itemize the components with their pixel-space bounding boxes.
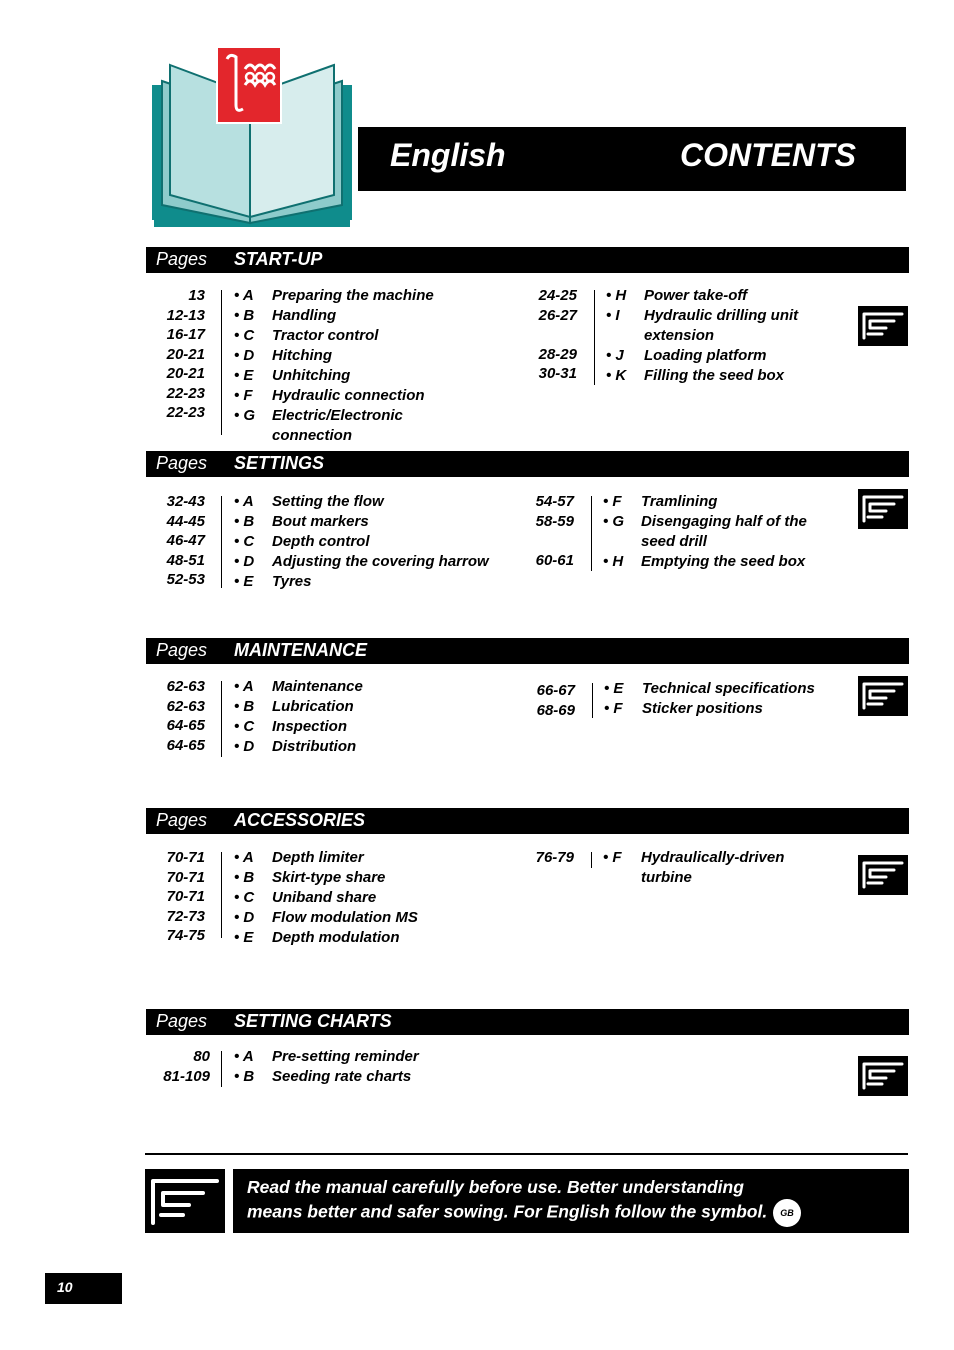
toc-entry[interactable]: • F Sticker positions xyxy=(604,700,763,717)
page-ref: 70-71 xyxy=(166,868,205,886)
toc-entry[interactable]: • D Hitching xyxy=(234,347,332,364)
toc-entry[interactable]: • F Tramlining xyxy=(603,493,718,510)
pointing-hand-icon xyxy=(145,1169,225,1233)
section-title: SETTINGS xyxy=(234,453,325,473)
toc-entry[interactable]: • A Depth limiter xyxy=(234,849,364,866)
section-title: MAINTENANCE xyxy=(234,640,367,660)
page-ref: 64-65 xyxy=(166,736,205,754)
page-ref: 30-31 xyxy=(538,365,577,382)
page-ref: 20-21 xyxy=(166,345,205,363)
section-pages-left xyxy=(150,1047,210,1086)
section-items-left xyxy=(234,677,524,757)
toc-entry[interactable]: • G Disengaging half of the seed drill xyxy=(603,513,807,550)
section-pages-right xyxy=(514,492,574,570)
pointing-hand-icon xyxy=(858,676,908,716)
toc-entry[interactable]: • D Adjusting the covering harrow xyxy=(234,553,489,570)
page-ref: 16-17 xyxy=(166,326,205,343)
toc-entry[interactable]: • D Distribution xyxy=(234,738,357,755)
toc-entry[interactable]: • E Unhitching xyxy=(234,367,351,384)
page-ref: 80 xyxy=(193,1048,210,1065)
pointing-hand-icon xyxy=(858,855,908,895)
page-ref: 64-65 xyxy=(166,717,205,734)
page-ref: 26-27 xyxy=(538,306,577,324)
page-ref: 62-63 xyxy=(166,678,205,695)
toc-entry[interactable]: • B Seeding rate charts xyxy=(234,1068,412,1085)
section-pages-label: Pages xyxy=(156,1011,208,1031)
section-header-start-up xyxy=(146,247,909,273)
page-ref: 22-23 xyxy=(166,384,205,402)
page-ref: 68-69 xyxy=(536,701,575,719)
page-ref: 22-23 xyxy=(166,404,205,421)
section-items-right xyxy=(603,492,833,572)
toc-entry[interactable]: • J Loading platform xyxy=(606,347,767,364)
page-ref: 44-45 xyxy=(166,512,205,530)
section-items-left xyxy=(234,848,524,948)
note-text xyxy=(247,1175,887,1227)
divider xyxy=(594,290,595,385)
section-pages-left xyxy=(145,848,205,946)
section-items-right xyxy=(604,679,844,719)
section-items-right xyxy=(603,848,803,888)
toc-entry[interactable]: • F Hydraulically-driven turbine xyxy=(603,849,785,886)
page-ref: 70-71 xyxy=(166,888,205,905)
section-items-right xyxy=(606,286,836,386)
section-title: ACCESSORIES xyxy=(234,810,366,830)
pointing-hand-icon xyxy=(858,1056,908,1096)
page-ref: 58-59 xyxy=(535,512,574,530)
toc-entry[interactable]: • B Lubrication xyxy=(234,698,354,715)
section-pages-right xyxy=(517,286,577,384)
gb-badge: GB xyxy=(773,1199,801,1227)
pointing-hand-icon xyxy=(858,306,908,346)
toc-entry[interactable]: • H Emptying the seed box xyxy=(603,553,806,570)
toc-entry[interactable]: • E Tyres xyxy=(234,573,312,590)
section-items-left xyxy=(234,286,524,446)
page-ref xyxy=(514,531,574,551)
section-pages-right xyxy=(514,848,574,868)
section-title: SETTING CHARTS xyxy=(234,1011,392,1031)
toc-entry[interactable]: • A Maintenance xyxy=(234,678,363,695)
note-line-1: Read the manual carefully before use. Better understanding xyxy=(247,1177,744,1197)
section-pages-label: Pages xyxy=(156,640,208,660)
page-ref: 70-71 xyxy=(166,849,205,866)
divider xyxy=(591,496,592,571)
page-number-box xyxy=(45,1273,122,1304)
page-ref: 60-61 xyxy=(535,551,574,569)
page-ref: 20-21 xyxy=(166,365,205,382)
page-ref: 12-13 xyxy=(166,306,205,324)
toc-entry[interactable]: • F Hydraulic connection xyxy=(234,387,425,404)
toc-entry[interactable]: • B Handling xyxy=(234,307,337,324)
section-header-settings xyxy=(146,451,909,477)
toc-entry[interactable]: • C Inspection xyxy=(234,718,348,735)
section-pages-right xyxy=(515,681,575,720)
separator-line xyxy=(145,1153,908,1155)
toc-entry[interactable]: • E Depth modulation xyxy=(234,929,400,946)
page-ref xyxy=(517,325,577,345)
toc-entry[interactable]: • B Bout markers xyxy=(234,513,369,530)
page-ref: 66-67 xyxy=(536,682,575,699)
toc-entry[interactable]: • A Preparing the machine xyxy=(234,287,434,304)
section-header-setting-charts xyxy=(146,1009,909,1035)
divider xyxy=(221,852,222,938)
page-ref: 81-109 xyxy=(163,1067,210,1085)
section-pages-label: Pages xyxy=(156,453,208,473)
toc-entry[interactable]: • K Filling the seed box xyxy=(606,367,785,384)
toc-entry[interactable]: • C Depth control xyxy=(234,533,370,550)
section-items-left xyxy=(234,492,524,592)
page-ref: 62-63 xyxy=(166,697,205,715)
note-box xyxy=(233,1169,909,1233)
page-ref: 32-43 xyxy=(166,493,205,510)
toc-entry[interactable]: • B Skirt-type share xyxy=(234,869,386,886)
contents-title: CONTENTS xyxy=(680,137,856,173)
language-title: English xyxy=(390,137,506,173)
section-pages-label: Pages xyxy=(156,249,208,269)
divider xyxy=(221,1051,222,1087)
toc-entry[interactable]: • E Technical specifications xyxy=(604,680,815,697)
section-items-left xyxy=(234,1047,524,1087)
pointing-hand-icon xyxy=(858,489,908,529)
toc-entry[interactable]: • A Setting the flow xyxy=(234,493,384,510)
toc-entry[interactable]: • C Uniband share xyxy=(234,889,377,906)
section-pages-left xyxy=(145,677,205,755)
section-header-accessories xyxy=(146,808,909,834)
toc-entry[interactable]: • A Pre-setting reminder xyxy=(234,1048,419,1065)
page-ref: 72-73 xyxy=(166,907,205,925)
book-logo-icon xyxy=(150,45,355,230)
toc-entry[interactable]: • G Electric/Electronic connection xyxy=(234,407,403,444)
divider xyxy=(591,852,592,868)
page-ref: 48-51 xyxy=(166,551,205,569)
page-ref: 24-25 xyxy=(538,287,577,304)
toc-entry[interactable]: • D Flow modulation MS xyxy=(234,909,418,926)
page-number: 10 xyxy=(57,1279,73,1295)
page-ref: 52-53 xyxy=(166,571,205,588)
page-ref: 76-79 xyxy=(535,849,574,866)
section-pages-left xyxy=(145,492,205,590)
divider xyxy=(221,290,222,435)
divider xyxy=(592,683,593,718)
divider xyxy=(221,681,222,757)
section-title: START-UP xyxy=(234,249,323,269)
title-bar xyxy=(358,127,906,191)
note-line-2: means better and safer sowing. For English follow the symbol. xyxy=(247,1201,768,1222)
page-ref: 74-75 xyxy=(166,927,205,944)
page-ref: 54-57 xyxy=(535,493,574,510)
divider xyxy=(221,496,222,588)
section-pages-left xyxy=(145,286,205,423)
toc-entry[interactable]: • I Hydraulic drilling unit extension xyxy=(606,307,799,344)
page-ref: 46-47 xyxy=(166,532,205,549)
toc-entry[interactable]: • C Tractor control xyxy=(234,327,379,344)
toc-entry[interactable]: • H Power take-off xyxy=(606,287,748,304)
section-header-maintenance xyxy=(146,638,909,664)
page-ref: 13 xyxy=(188,287,205,304)
page-ref: 28-29 xyxy=(538,345,577,363)
section-pages-label: Pages xyxy=(156,810,208,830)
